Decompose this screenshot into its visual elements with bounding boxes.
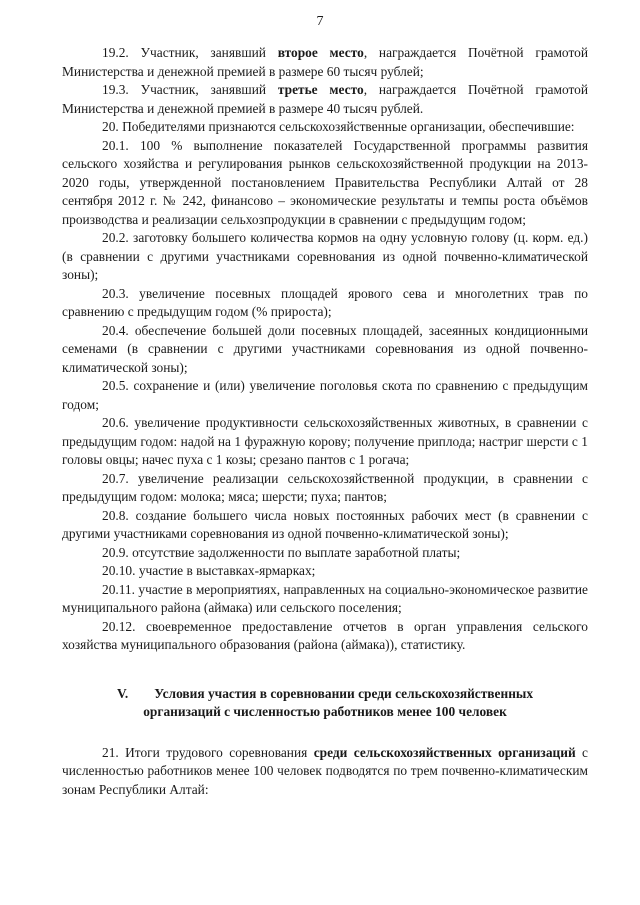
emphasis-second-place: второе место: [277, 45, 364, 60]
paragraph-20-11: 20.11. участие в мероприятиях, направленных на социально-экономическое развитие муниципального района (аймака) или сельского поселения;: [62, 581, 588, 615]
section-number: V.: [116, 685, 129, 701]
page-number: 7: [316, 14, 324, 29]
paragraph-20-12: 20.12. своевременное предоставление отчетов в орган управления сельского хозяйства муниципального образования (района (аймака)), статистику.: [62, 618, 588, 652]
paragraph-20-3: 20.3. увеличение посевных площадей ярового сева и многолетних трав по сравнению с предыдущим годом (% прироста);: [62, 285, 588, 319]
paragraph-20-1: 20.1. 100 % выполнение показателей Государственной программы развития сельского хозяйства и регулирования рынков сельскохозяйственной продукции на 2013-2020 годы, утвержденной постановлением Правительства Республики Алтай от 28 сентября 2012 г. № 242, финансово – экономические результаты и темпы роста объёмов производства и реализации сельхозпродукции в сравнении с предыдущим годом;: [62, 137, 588, 227]
paragraph-20-2: 20.2. заготовку большего количества кормов на одну условную голову (ц. корм. ед.) (в сравнении с другими участниками соревнования из одной почвенно-климатической зоны);: [62, 230, 588, 282]
paragraph-20-9: 20.9. отсутствие задолженности по выплате заработной платы;: [102, 544, 461, 560]
document-body: [62, 44, 588, 799]
emphasis-organizations: среди сельскохозяйственных организаций: [313, 744, 576, 760]
paragraph-21: 21. Итоги трудового соревнования среди сельскохозяйственных организаций с численностью работников менее 100 человек подводятся по трем почвенно-климатическим зонам Республики Алтай:: [62, 744, 588, 797]
section-heading: [62, 685, 588, 722]
paragraph-19-2: 19.2. Участник, занявший второе место, награждается Почётной грамотой Министерства и денежной премией в размере 60 тысяч рублей;: [62, 45, 588, 79]
paragraph-20: 20. Победителями признаются сельскохозяйственные организации, обеспечившие:: [102, 119, 575, 134]
paragraph-20-5: 20.5. сохранение и (или) увеличение поголовья скота по сравнению с предыдущим годом;: [62, 378, 588, 412]
section-title-line-2: организаций с численностью работников менее 100 человек: [143, 704, 507, 719]
paragraph-20-7: 20.7. увеличение реализации сельскохозяйственной продукции, в сравнении с предыдущим годом: молока; мяса; шерсти; пуха; пантов;: [62, 470, 588, 504]
section-title-line-1: V. Условия участия в соревновании среди сельскохозяйственных: [116, 685, 534, 701]
emphasis-third-place: третье место: [277, 82, 364, 97]
paragraph-20-10: 20.10. участие в выставках-ярмарках;: [102, 563, 316, 578]
paragraph-19-3: 19.3. Участник, занявший третье место, награждается Почётной грамотой Министерства и денежной премией в размере 40 тысяч рублей.: [62, 82, 588, 116]
paragraph-20-4: 20.4. обеспечение большей доли посевных площадей, засеянных кондиционными семенами (в сравнении с другими участниками соревнования из одной почвенно-климатической зоны);: [62, 322, 588, 375]
paragraph-20-8: 20.8. создание большего числа новых постоянных рабочих мест (в сравнении с другими участниками соревнования из одной почвенно-климатической зоны);: [62, 507, 588, 541]
paragraph-20-6: 20.6. увеличение продуктивности сельскохозяйственных животных, в сравнении с предыдущим годом: надой на 1 фуражную корову; получение приплода; настриг шерсти с 1 головы овцы; начес пуха с 1 козы; срезано пантов с 1 рогача;: [62, 415, 588, 467]
